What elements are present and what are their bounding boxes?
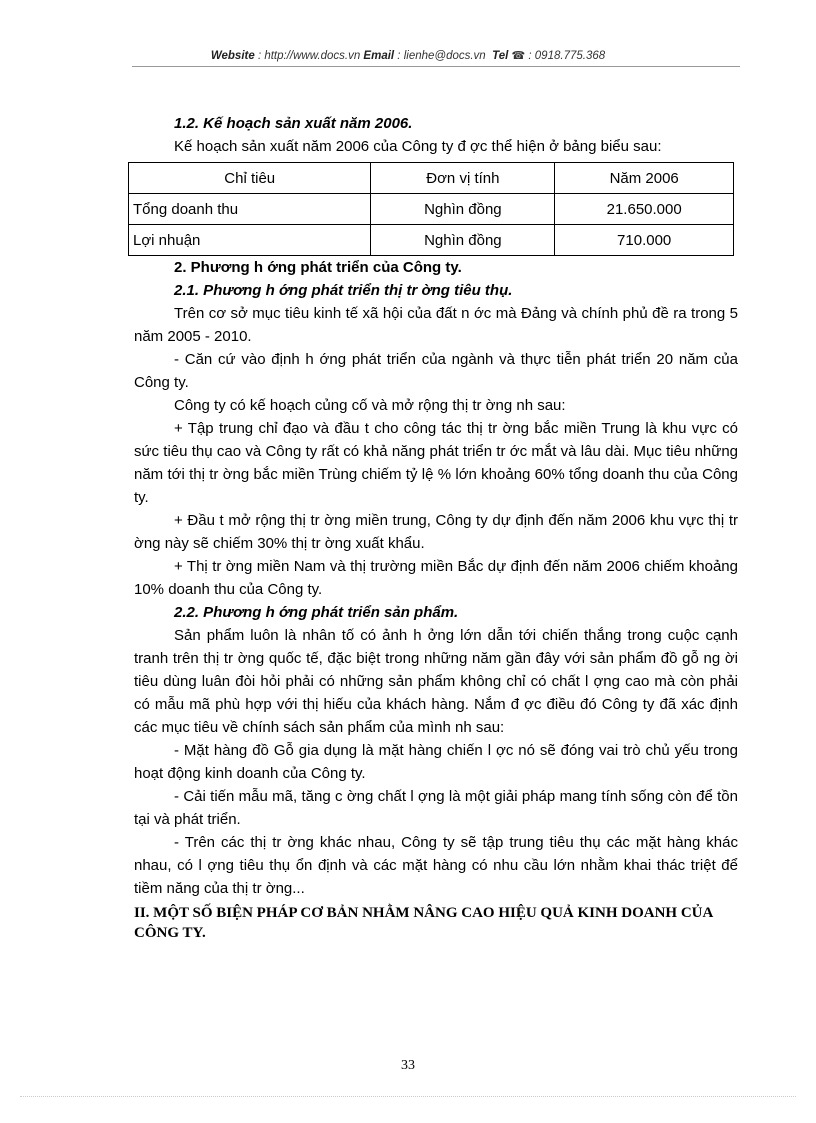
paragraph: + Tập trung chỉ đạo và đầu t cho công tác thị tr ờng bắc miền Trung là khu vực có sức tiêu thụ cao và Công ty rất có khả năng phát triển tr ớc mắt và lâu dài. Mục tiêu những năm tới thị tr ờng bắc miền Trùng chiếm tỷ lệ % lớn khoảng 60% tổng doanh thu của Công ty. (134, 420, 738, 506)
tel-value: : 0918.775.368 (525, 50, 606, 62)
page-content (134, 112, 738, 943)
header-divider (132, 66, 740, 67)
page-number: 33 (401, 1058, 415, 1073)
paragraph: Sản phẩm luôn là nhân tố có ảnh h ởng lớn dẫn tới chiến thắng trong cuộc cạnh tranh trên thị tr ờng quốc tế, đặc biệt trong những năm gần đây với sản phẩm đồ gỗ ng ời tiêu dùng luân đòi hỏi phải có những sản phẩm không chỉ có chất l ợng cao mà còn phải có mẫu mã phù hợp với thị hiếu của khách hàng. Nắm đ ợc điều đó Công ty đã xác định các mục tiêu về chính sách sản phẩm của mình nh sau: (134, 627, 738, 736)
email-value[interactable]: lienhe@docs.vn (403, 50, 486, 62)
table-row (129, 225, 734, 256)
production-plan-table (128, 162, 734, 256)
table-header-row (129, 163, 734, 194)
website-sep: : (254, 50, 265, 62)
section-2-2-heading: 2.2. Phương h ớng phát triển sản phẩm. (174, 604, 459, 621)
table-cell: Nghìn đồng (371, 225, 555, 256)
email-sep: : (394, 50, 404, 62)
table-header-cell: Đơn vị tính (371, 163, 555, 194)
paragraph: - Căn cứ vào định h ớng phát triển của ngành và thực tiễn phát triển 20 năm của Công ty. (134, 351, 738, 391)
email-label: Email (363, 50, 395, 62)
phone-icon: ☎ (511, 50, 526, 62)
paragraph: - Mặt hàng đồ Gỗ gia dụng là mặt hàng chiến l ợc nó sẽ đóng vai trò chủ yếu trong hoạt động kinh doanh của Công ty. (134, 742, 738, 782)
website-url[interactable]: http://www.docs.vn (264, 50, 361, 62)
table-cell: 21.650.000 (555, 194, 734, 225)
paragraph: + Thị tr ờng miền Nam và thị trường miền Bắc dự định đến năm 2006 chiếm khoảng 10% doanh thu của Công ty. (134, 558, 738, 598)
section-2-1-heading: 2.1. Phương h ớng phát triển thị tr ờng tiêu thụ. (174, 282, 513, 299)
page-header (0, 49, 816, 62)
table-cell: Nghìn đồng (371, 194, 555, 225)
table-row (129, 194, 734, 225)
paragraph: Trên cơ sở mục tiêu kinh tế xã hội của đất n ớc mà Đảng và chính phủ đề ra trong 5 năm 2005 - 2010. (134, 305, 738, 345)
website-label: Website (210, 50, 255, 62)
table-header-cell: Chỉ tiêu (129, 163, 371, 194)
table-header-cell: Năm 2006 (555, 163, 734, 194)
paragraph: - Cải tiến mẫu mã, tăng c ờng chất l ợng là một giải pháp mang tính sống còn để tồn tại và phát triển. (134, 788, 738, 828)
table-cell: Tổng doanh thu (129, 194, 371, 225)
section-2-heading: 2. Phương h ớng phát triển của Công ty. (174, 259, 462, 276)
paragraph: - Trên các thị tr ờng khác nhau, Công ty sẽ tập trung tiêu thụ các mặt hàng khác nhau, có l ợng tiêu thụ ổn định và các mặt hàng có nhu cầu lớn nhằm khai thác triệt để tiềm năng của thị tr ờng... (134, 834, 738, 897)
section-1-2-intro: Kế hoạch sản xuất năm 2006 của Công ty đ ợc thể hiện ở bảng biểu sau: (174, 138, 662, 155)
table-cell: Lợi nhuận (129, 225, 371, 256)
page-bottom-border (20, 1096, 796, 1097)
tel-label: Tel (492, 50, 509, 62)
paragraph: Công ty có kế hoạch củng cố và mở rộng thị tr ờng nh sau: (174, 397, 566, 414)
section-1-2-heading: 1.2. Kế hoạch sản xuất năm 2006. (174, 115, 413, 132)
section-II-title: II. MỘT SỐ BIỆN PHÁP CƠ BẢN NHẰM NÂNG CAO HIỆU QUẢ KINH DOANH CỦA CÔNG TY. (134, 905, 713, 941)
table-cell: 710.000 (555, 225, 734, 256)
paragraph: + Đầu t mở rộng thị tr ờng miền trung, Công ty dự định đến năm 2006 khu vực thị tr ờng này sẽ chiếm 30% thị tr ờng xuất khẩu. (134, 512, 738, 552)
